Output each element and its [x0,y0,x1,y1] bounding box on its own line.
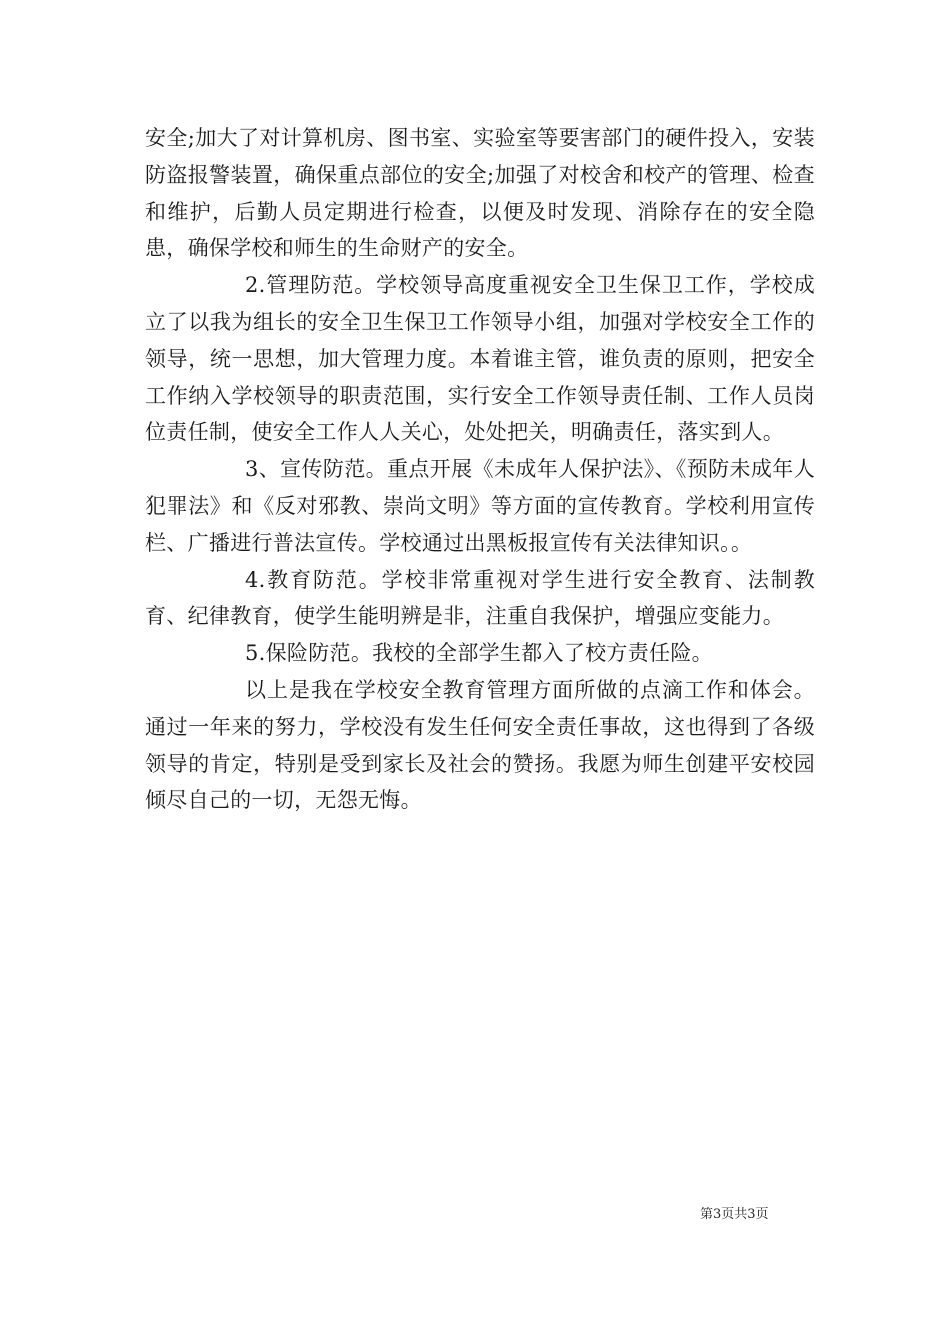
paragraph-education-prevention: 4.教育防范。学校非常重视对学生进行安全教育、法制教育、纪律教育，使学生能明辨是非，注重自我保护，增强应变能力。 [145,567,815,629]
paragraph-management-prevention: 2.管理防范。学校领导高度重视安全卫生保卫工作，学校成立了以我为组长的安全卫生保卫工作领导小组，加强对学校安全工作的领导，统一思想，加大管理力度。本着谁主管，谁负责的原则，把安全工作纳入学校领导的职责范围，实行安全工作领导责任制、工作人员岗位责任制，使安全工作人人关心，处处把关，明确责任，落实到人。 [145,273,815,445]
paragraph-insurance-prevention: 5.保险防范。我校的全部学生都入了校方责任险。 [245,641,713,666]
page-number-footer: 第3页共3页 [700,1207,769,1222]
document-body [145,120,815,819]
paragraph-publicity-prevention: 3、宣传防范。重点开展《未成年人保护法》、《预防未成年人犯罪法》和《反对邪教、崇尚文明》等方面的宣传教育。学校利用宣传栏、广播进行普法宣传。学校通过出黑板报宣传有关法律知识。。 [145,457,815,555]
paragraph-conclusion: 以上是我在学校安全教育管理方面所做的点滴工作和体会。通过一年来的努力，学校没有发生任何安全责任事故，这也得到了各级领导的肯定，特别是受到家长及社会的赞扬。我愿为师生创建平安校园倾尽自己的一切，无怨无悔。 [145,677,815,813]
paragraph-safety-investment: 安全;加大了对计算机房、图书室、实验室等要害部门的硬件投入，安装防盗报警装置，确保重点部位的安全;加强了对校舍和校产的管理、检查和维护，后勤人员定期进行检查，以便及时发现、消除存在的安全隐患，确保学校和师生的生命财产的安全。 [145,126,815,261]
